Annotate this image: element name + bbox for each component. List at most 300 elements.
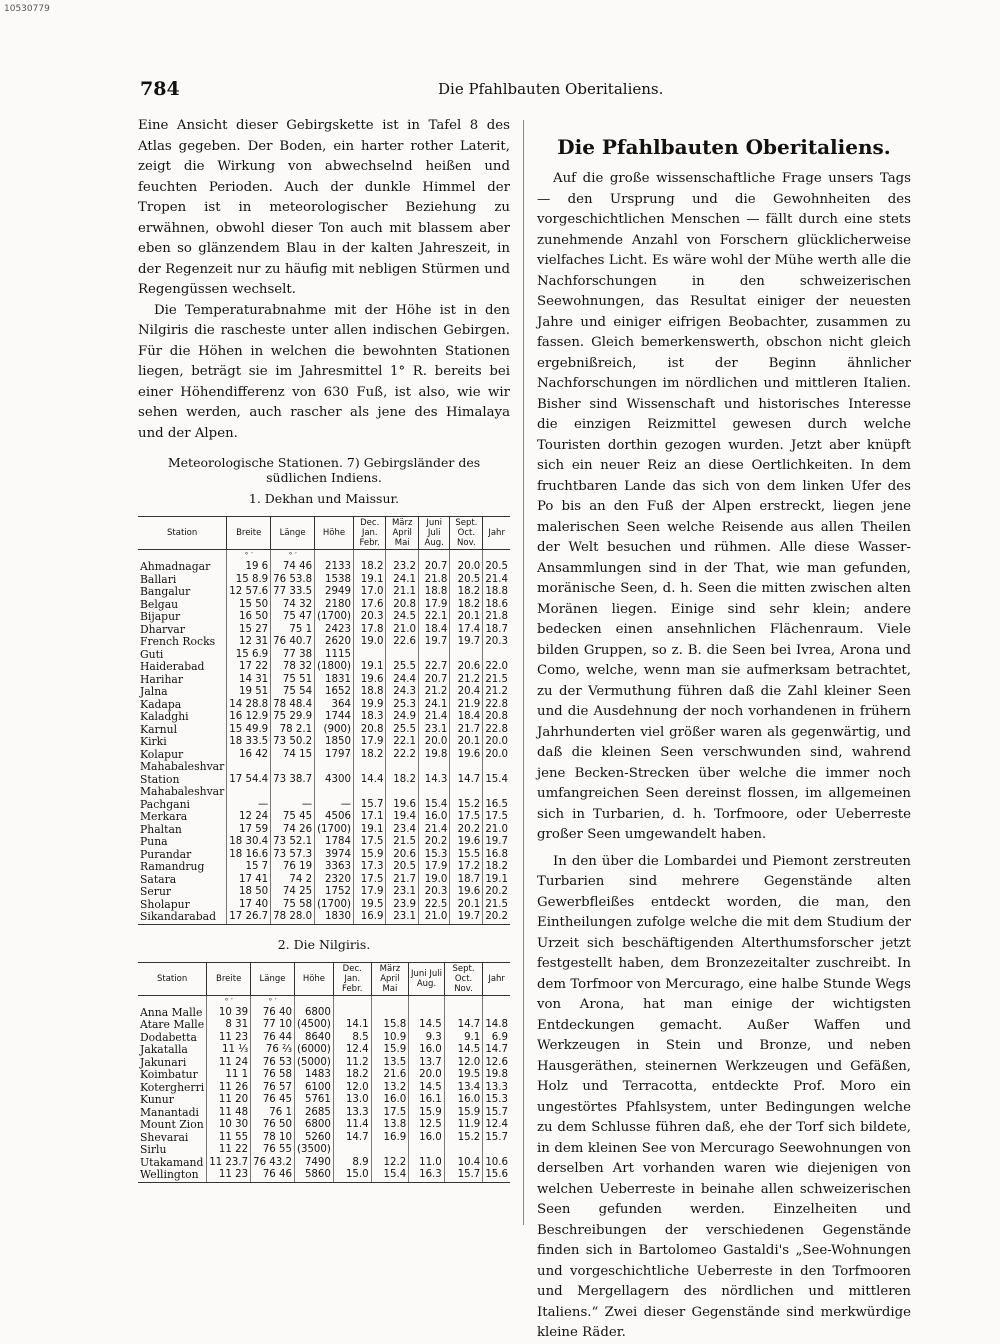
table-cell: 9.1: [444, 1032, 483, 1045]
table-row: [138, 811, 510, 824]
table-cell: 15.9: [409, 1107, 445, 1120]
table-cell: 20.5: [450, 574, 483, 587]
page-number: 784: [140, 78, 180, 100]
table-cell: 16 12.9: [227, 711, 271, 724]
table-cell: 22.6: [386, 636, 418, 649]
table-cell: [371, 1144, 409, 1157]
station-name: Kirki: [138, 736, 227, 749]
table-cell: 21.4: [485, 573, 508, 585]
table-cell: 16 42: [227, 749, 271, 762]
table-cell: 15.6: [483, 1169, 510, 1182]
table-cell: 3974: [315, 849, 354, 862]
table-cell: 19.7: [485, 836, 508, 847]
table-cell: 24.1: [418, 699, 449, 712]
table-cell: 22.8: [485, 723, 508, 735]
table-cell: 15.8: [371, 1019, 409, 1032]
table-cell: 17.9: [353, 886, 386, 899]
station-name: Jakatalla: [138, 1044, 207, 1057]
table-cell: 22.7: [418, 661, 449, 674]
table-cell: 21.4: [418, 711, 449, 724]
table-cell: 17.9: [353, 736, 386, 749]
table-cell: 76 45: [251, 1094, 295, 1107]
table-cell: 19.9: [353, 699, 386, 712]
table-cell: —: [315, 799, 354, 812]
station-name: Anna Malle: [138, 1007, 207, 1020]
column-header: März April Mai: [386, 517, 418, 550]
table-cell: 4300: [315, 774, 354, 787]
table-row: [138, 1082, 510, 1095]
table-cell: 11 ⅓: [207, 1044, 251, 1057]
table-cell: 8.9: [333, 1157, 371, 1170]
table-cell: [444, 1144, 483, 1157]
table-cell: 20.8: [353, 724, 386, 737]
table-cell: 18.7: [485, 623, 508, 635]
table-cell: 21.8: [485, 611, 508, 622]
station-name: Utakamand: [138, 1157, 207, 1170]
table-cell: 15.9: [444, 1107, 483, 1120]
unit-cell: ° ′: [207, 995, 251, 1007]
table-row: [138, 1132, 510, 1145]
table-row: [138, 736, 510, 749]
column-divider: [523, 120, 524, 1225]
table-cell: 12.5: [409, 1119, 445, 1132]
table-cell: 18.7: [450, 874, 483, 887]
table-cell: 19.1: [353, 824, 386, 837]
table-cell: 2423: [315, 624, 354, 637]
table-cell: 74 15: [271, 749, 315, 762]
table-cell: 18.8: [485, 586, 508, 597]
table-cell: 16.0: [409, 1044, 445, 1057]
station-name: Shevarai: [138, 1132, 207, 1145]
table-cell: 14.5: [409, 1019, 445, 1032]
table-row: [138, 1119, 510, 1132]
table-cell: 19.0: [418, 874, 449, 887]
table-cell: 14 28.8: [227, 699, 271, 712]
table-row: [138, 1044, 510, 1057]
table-cell: 17.4: [450, 624, 483, 637]
table-cell: 19.8: [485, 1069, 508, 1080]
table-cell: 16.5: [485, 798, 508, 810]
station-name: Serur: [138, 886, 227, 899]
table-cell: 78 28.0: [271, 911, 315, 924]
table-cell: 15.4: [485, 773, 508, 785]
table-cell: 20.8: [485, 711, 508, 722]
table-cell: 2949: [315, 586, 354, 599]
table-cell: 15.4: [418, 799, 449, 812]
table-cell: 19.8: [418, 749, 449, 762]
table-cell: 19.7: [450, 911, 483, 924]
table-cell: 18.2: [333, 1069, 371, 1082]
table-cell: 10 39: [207, 1007, 251, 1020]
table-cell: 10.4: [444, 1157, 483, 1170]
table-cell: 1115: [315, 649, 354, 662]
table-cell: (900): [315, 724, 354, 737]
table-cell: 13.5: [371, 1057, 409, 1070]
table-cell: 24.9: [386, 711, 418, 724]
table-cell: 24.5: [386, 611, 418, 624]
scan-id: 10530779: [4, 4, 50, 14]
table-cell: 15 49.9: [227, 724, 271, 737]
table-cell: 23.9: [386, 899, 418, 912]
table-cell: 11.9: [444, 1119, 483, 1132]
column-header: Juni Juli Aug.: [418, 517, 449, 550]
table-cell: 12.4: [485, 1119, 508, 1130]
column-header: Sept. Oct. Nov.: [450, 517, 483, 550]
table-cell: 73 38.7: [271, 774, 315, 787]
column-header: Sept. Oct. Nov.: [444, 962, 483, 995]
table-cell: 2320: [315, 874, 354, 887]
table-cell: 20.7: [418, 674, 449, 687]
table-cell: 5860: [294, 1169, 333, 1182]
table-cell: 11.4: [333, 1119, 371, 1132]
table-cell: 76 19: [271, 861, 315, 874]
table-cell: 18.8: [418, 586, 449, 599]
column-header: Länge: [271, 517, 315, 550]
table-cell: [227, 786, 271, 799]
table-cell: 1831: [315, 674, 354, 687]
table-cell: (6000): [294, 1044, 333, 1057]
table-cell: 18.2: [353, 749, 386, 762]
units-row: [138, 995, 510, 1007]
table-cell: 14.8: [485, 1019, 508, 1030]
table-cell: 2133: [315, 561, 354, 574]
table-cell: 11 55: [207, 1132, 251, 1145]
table-cell: 20.2: [483, 911, 510, 924]
table-cell: 1744: [315, 711, 354, 724]
table-cell: 15 7: [227, 861, 271, 874]
station-name: Kunur: [138, 1094, 207, 1107]
table-cell: 16.0: [409, 1132, 445, 1145]
table-cell: 24.3: [386, 686, 418, 699]
table-cell: 21.8: [418, 574, 449, 587]
table-cell: 21.0: [386, 624, 418, 637]
table-cell: 16.8: [485, 848, 508, 860]
left-column: [138, 116, 510, 1183]
table2-title: 2. Die Nilgiris.: [277, 936, 371, 952]
table-cell: 1652: [315, 686, 354, 699]
table-cell: 19 6: [227, 561, 271, 574]
table-cell: 76 53.8: [271, 574, 315, 587]
table-cell: 76 40.7: [271, 636, 315, 649]
station-name: Mahabaleshvar: [138, 761, 227, 774]
table-cell: 11 48: [207, 1107, 251, 1120]
table-cell: 77 33.5: [271, 586, 315, 599]
table-cell: 12.0: [444, 1057, 483, 1070]
table-cell: 18.2: [386, 774, 418, 787]
station-name: Mount Zion: [138, 1119, 207, 1132]
column-header: Station: [138, 962, 207, 995]
station-name: Atare Malle: [138, 1019, 207, 1032]
table-cell: 15.2: [444, 1132, 483, 1145]
table-cell: (1700): [315, 611, 354, 624]
table-cell: [271, 786, 315, 799]
table-cell: 77 10: [251, 1019, 295, 1032]
table-cell: 74 2: [271, 874, 315, 887]
table-cell: 20.5: [485, 561, 508, 572]
table-cell: 19.1: [485, 873, 508, 885]
table-cell: [450, 786, 483, 799]
table-cell: 20.0: [485, 748, 508, 760]
table-cell: 21.4: [418, 824, 449, 837]
table-cell: 21.0: [418, 911, 449, 924]
table-cell: [333, 1007, 371, 1020]
table-cell: [386, 761, 418, 774]
table-cell: 73 50.2: [271, 736, 315, 749]
table-cell: 25.5: [386, 724, 418, 737]
station-name: French Rocks: [138, 636, 227, 649]
table-cell: 15.5: [450, 849, 483, 862]
table-cell: [386, 786, 418, 799]
station-name: Purandar: [138, 849, 227, 862]
table-cell: [450, 649, 483, 662]
table-cell: 18.2: [450, 586, 483, 599]
table-cell: 20.2: [450, 824, 483, 837]
table-cell: 76 58: [251, 1069, 295, 1082]
table-cell: 20.2: [418, 836, 449, 849]
table-cell: 75 58: [271, 899, 315, 912]
table-row: [138, 574, 510, 587]
station-table-dekhan: [138, 516, 510, 925]
table-row: [138, 1069, 510, 1082]
table-cell: 23.1: [386, 911, 418, 924]
table-cell: 25.5: [386, 661, 418, 674]
table-cell: 19.7: [418, 636, 449, 649]
right-paragraph-1: Auf die große wissenschaftliche Frage unsers Tags — den Ursprung und die Gewohnheiten des vorgeschichtlichen Menschen — fällt durch eine stets zunehmende Anzahl von Forschern glücklicherweise vielfaches Licht. Es wäre wohl der Mühe werth alle die Nachforschungen in den schweizerischen Seewohnungen, das Resultat einiger der neuesten Jahre und einiger eifrigen Beobachter, zusammen zu fassen. Gleich bemerkenswerth, obschon nicht gleich ergebnißreich, ist der Beginn ähnlicher Nachforschungen im nördlichen und mittleren Italien. Bisher sind Wissenschaft und historisches Interesse die einzigen Reizmittel gewesen durch welche Touristen dorthin gezogen wurden. Jetzt aber knüpft sich ein neuer Reiz an diese Oertlichkeiten. In dem fruchtbaren Lande das sich von dem linken Ufer des Po bis an den Fuß der Alpen erstreckt, liegen jene malerischen Seen welche Reisende aus allen Theilen der Welt besuchen und rühmen. Alle diese Wasser-Ansammlungen sind in der That, wie man gefunden, moränische Seen, d. h. Seen die mitten zwischen alten Moränen liegen. Einige sind sehr klein; andere bedecken einen ansehnlichen Flächenraum. Viele bilden Gruppen, so z. B. die Seen bei Ivrea, Arona und Como, welche, wenn man sie aufmerksam betrachtet, zu der Vermuthung führen daß die Zahl kleiner Seen und die Ausdehnung der noch vorhandenen in frühern Jahrhunderten viel größer waren als gegenwärtig, und daß die kleinen Seen verschwunden sind, wahrend jene Becken-Strecken über welche die immer noch umfangreichen Seen dereinst flossen, im allgemeinen sich in Turbarien, d. h. Torfmoore, oder Ueberreste großer Seen umgewandelt haben.: [537, 171, 911, 842]
table-cell: 75 45: [271, 811, 315, 824]
table-cell: 17.5: [485, 811, 508, 822]
table-cell: 13.7: [409, 1057, 445, 1070]
table-cell: 76 57: [251, 1082, 295, 1095]
station-name: Kadapa: [138, 699, 227, 712]
unit-cell: [353, 550, 386, 562]
table-cell: 18 33.5: [227, 736, 271, 749]
table-row: [138, 1094, 510, 1107]
table-cell: 17.1: [353, 811, 386, 824]
table-cell: 20.5: [386, 861, 418, 874]
station-name: Station: [138, 774, 227, 787]
table-cell: 21.5: [386, 836, 418, 849]
table-cell: 2620: [315, 636, 354, 649]
table-cell: 12 31: [227, 636, 271, 649]
table-cell: 19.5: [444, 1069, 483, 1082]
table-cell: 23.1: [418, 724, 449, 737]
table-cell: 24.1: [386, 574, 418, 587]
table-cell: [333, 1144, 371, 1157]
table-cell: 7490: [294, 1157, 333, 1170]
table-cell: [271, 761, 315, 774]
unit-cell: [333, 995, 371, 1007]
station-name: Wellington: [138, 1169, 207, 1182]
table-cell: [483, 1007, 510, 1020]
table-cell: 3363: [315, 861, 354, 874]
table-cell: 364: [315, 699, 354, 712]
table-cell: 75 29.9: [271, 711, 315, 724]
table-cell: [483, 786, 510, 799]
table-cell: 6800: [294, 1007, 333, 1020]
table-cell: 76 50: [251, 1119, 295, 1132]
station-name: Jakunari: [138, 1057, 207, 1070]
table-cell: 76 55: [251, 1144, 295, 1157]
table-cell: 16.1: [409, 1094, 445, 1107]
table-cell: 15.7: [485, 1131, 508, 1143]
table-cell: 20.7: [418, 561, 449, 574]
table-cell: 15 27: [227, 624, 271, 637]
table-cell: 17 59: [227, 824, 271, 837]
table-cell: 9.3: [409, 1032, 445, 1045]
table-cell: 17 22: [227, 661, 271, 674]
table-cell: 76 ⅔: [251, 1044, 295, 1057]
station-name: Koimbatur: [138, 1069, 207, 1082]
table-cell: 73 52.1: [271, 836, 315, 849]
table-cell: 10 30: [207, 1119, 251, 1132]
table-row: [138, 824, 510, 837]
table-cell: 20.3: [353, 611, 386, 624]
table-cell: 2180: [315, 599, 354, 612]
table-cell: 78 48.4: [271, 699, 315, 712]
table-row: [138, 886, 510, 899]
table-row: [138, 861, 510, 874]
column-header: Dec. Jan. Febr.: [353, 517, 386, 550]
table-cell: 17.8: [353, 624, 386, 637]
station-name: Sholapur: [138, 899, 227, 912]
table-cell: [483, 761, 510, 774]
station-name: Kotergherri: [138, 1082, 207, 1095]
table-cell: [418, 786, 449, 799]
table-cell: 16.9: [353, 911, 386, 924]
table-cell: 20.1: [450, 736, 483, 749]
table-cell: 15 50: [227, 599, 271, 612]
table-cell: 14.3: [418, 774, 449, 787]
table-cell: 4506: [315, 811, 354, 824]
table-cell: 18.2: [353, 561, 386, 574]
table-cell: 12 24: [227, 811, 271, 824]
table-cell: 74 25: [271, 886, 315, 899]
station-name: Belgau: [138, 599, 227, 612]
table-cell: 13.0: [333, 1094, 371, 1107]
left-paragraph-1: Eine Ansicht dieser Gebirgskette ist in Tafel 8 des Atlas gegeben. Der Boden, ein harter rother Laterit, zeigt die Wirkung von abwechselnd heißen und feuchten Perioden. Auch der dunkle Himmel der Tropen ist in meteorologischer Beziehung zu erwähnen, obwohl dieser Ton auch mit blassem aber eben so glänzendem Blau in der kalten Jahreszeit, in der Regenzeit nur zu häufig mit nebligen Stürmen und Regengüssen wechselt.: [138, 118, 510, 297]
table-cell: 13.3: [485, 1081, 508, 1093]
table-cell: 14.7: [450, 774, 483, 787]
article-title: Die Pfahlbauten Oberitaliens.: [557, 135, 891, 159]
table-cell: 76 44: [251, 1032, 295, 1045]
table-cell: 14.7: [444, 1019, 483, 1032]
running-title: Die Pfahlbauten Oberitaliens.: [438, 80, 664, 98]
table-cell: 20.3: [485, 636, 508, 647]
table-cell: 19.6: [450, 836, 483, 849]
table-cell: 19.6: [450, 886, 483, 899]
table-cell: 8 31: [207, 1019, 251, 1032]
table-cell: 22.1: [418, 611, 449, 624]
table-cell: 15 6.9: [227, 649, 271, 662]
unit-cell: ° ′: [271, 550, 315, 562]
table-cell: 17.6: [353, 599, 386, 612]
table-cell: 17.5: [450, 811, 483, 824]
table-cell: 11 23.7: [207, 1157, 251, 1170]
table-cell: 23.4: [386, 824, 418, 837]
table-cell: [418, 761, 449, 774]
table-cell: 8.5: [333, 1032, 371, 1045]
table-cell: 76 1: [251, 1107, 295, 1120]
table-cell: 21.2: [450, 674, 483, 687]
table-cell: 12.0: [333, 1082, 371, 1095]
table-cell: 16 50: [227, 611, 271, 624]
table-cell: 11 26: [207, 1082, 251, 1095]
table-cell: 1538: [315, 574, 354, 587]
unit-cell: [138, 995, 207, 1007]
table-cell: 11 1: [207, 1069, 251, 1082]
station-name: Haiderabad: [138, 661, 227, 674]
table-row: [138, 799, 510, 812]
table-cell: 19.5: [353, 899, 386, 912]
unit-cell: [418, 550, 449, 562]
table-cell: 14.1: [333, 1019, 371, 1032]
table-cell: [483, 1144, 510, 1157]
table-cell: 25.3: [386, 699, 418, 712]
table-row: [138, 1169, 510, 1182]
table-cell: [386, 649, 418, 662]
table-cell: 6100: [294, 1082, 333, 1095]
table-cell: 78 2.1: [271, 724, 315, 737]
table-cell: 17 41: [227, 874, 271, 887]
table-row: [138, 699, 510, 712]
station-name: Ahmadnagar: [138, 561, 227, 574]
table-cell: [418, 649, 449, 662]
table-cell: 1483: [294, 1069, 333, 1082]
table-cell: 11.0: [409, 1157, 445, 1170]
table-cell: 23.2: [386, 561, 418, 574]
table-cell: 15.4: [371, 1169, 409, 1182]
table-cell: 21.6: [371, 1069, 409, 1082]
column-header: Dec. Jan. Febr.: [333, 962, 371, 995]
station-name: Bangalur: [138, 586, 227, 599]
station-name: Puna: [138, 836, 227, 849]
table-cell: 5260: [294, 1132, 333, 1145]
table-cell: 20.0: [418, 736, 449, 749]
table-cell: 18.4: [450, 711, 483, 724]
table-cell: 18.4: [418, 624, 449, 637]
unit-cell: ° ′: [251, 995, 295, 1007]
table1-title: 1. Dekhan und Maissur.: [248, 491, 400, 506]
unit-cell: ° ′: [227, 550, 271, 562]
table-cell: 19.4: [386, 811, 418, 824]
table-cell: 76 40: [251, 1007, 295, 1020]
table-cell: 14.5: [409, 1082, 445, 1095]
table-cell: 18.2: [450, 599, 483, 612]
table-cell: 75 1: [271, 624, 315, 637]
table-row: [138, 661, 510, 674]
column-header: Höhe: [294, 962, 333, 995]
table-cell: 16.9: [371, 1132, 409, 1145]
table-row: [138, 1144, 510, 1157]
column-header: Jahr: [483, 962, 510, 995]
column-header: Juni Juli Aug.: [409, 962, 445, 995]
table-cell: 21.2: [485, 686, 508, 697]
table-row: [138, 636, 510, 649]
table-cell: 17.5: [371, 1107, 409, 1120]
table-cell: 10.6: [485, 1156, 508, 1168]
table-cell: 21.9: [450, 699, 483, 712]
table-cell: 17 26.7: [227, 911, 271, 924]
table-cell: 17.2: [450, 861, 483, 874]
column-header: März April Mai: [371, 962, 409, 995]
left-paragraph-2: Die Temperaturabnahme mit der Höhe ist in den Nilgiris die rascheste unter allen indischen Gebirgen. Für die Höhen in welchen die bewohnten Stationen liegen, beträgt sie im Jahresmittel 1° R. bereits bei einer Höhendifferenz von 630 Fuß, ist also, wie wir sehen werden, auch rascher als jene des Himalaya und der Alpen.: [138, 302, 510, 441]
station-name: Dodabetta: [138, 1032, 207, 1045]
table-cell: —: [227, 799, 271, 812]
unit-cell: [483, 995, 510, 1007]
station-name: Manantadi: [138, 1107, 207, 1120]
table-row: [138, 599, 510, 612]
table-cell: 13.3: [333, 1107, 371, 1120]
